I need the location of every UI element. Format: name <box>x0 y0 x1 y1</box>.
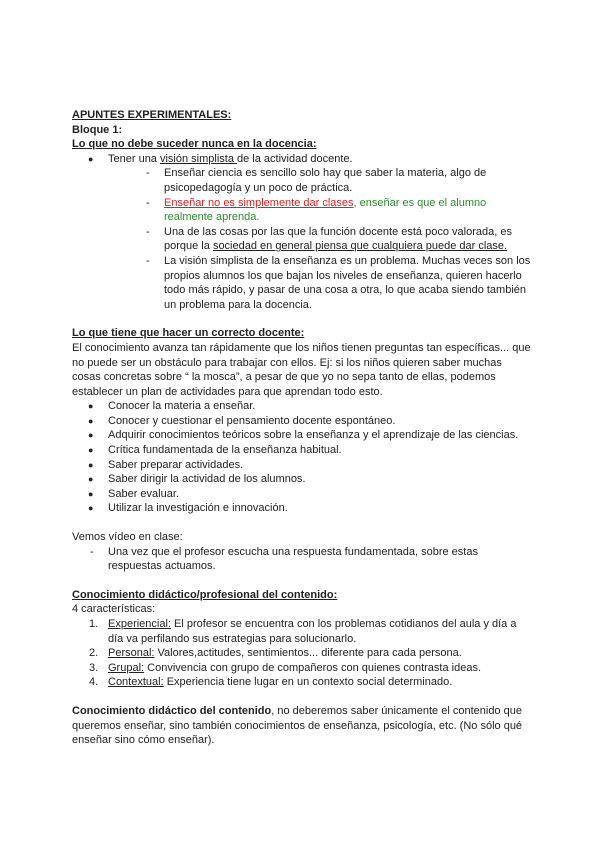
sub-list <box>108 166 532 312</box>
section-heading-1: Lo que no debe suceder nunca en la docencia: <box>72 138 317 151</box>
item-term: Grupal: <box>108 661 145 674</box>
section-1-list <box>72 152 532 313</box>
item-term: Experiencial: <box>108 618 171 630</box>
section-heading-2: Lo que tiene que hacer un correcto docente: <box>72 327 305 340</box>
characteristics-intro: 4 características: <box>72 603 156 616</box>
sub-item: - Una vez que el profesor escucha una respuesta fundamentada, sobre estas respuestas actuamos. <box>72 545 532 574</box>
item-text: Experiencia tiene lugar en un contexto social determinado. <box>163 676 453 689</box>
item-text: Convivencia con grupo de compañeros con quienes contrasta ideas. <box>144 661 482 674</box>
bullet-text-end: de la actividad docente. <box>237 152 353 165</box>
sub-item <box>144 196 532 225</box>
closing-paragraph <box>72 704 532 748</box>
section-2-paragraph: El conocimiento avanza tan rápidamente que los niños tienen preguntas tan específicas... que no puede ser un obstáculo para trabajar con ellos. Ej: si los niños quieren saber muchas cosas concretas sobre “ la mosca”, a pesar de que yo no sepa tanto de ellas, podemos establecer un plan de actividades para que aprendan todo esto. <box>72 341 531 398</box>
item-number: 1. <box>89 618 99 630</box>
sub-item-text: Enseñar ciencia es sencillo solo hay que saber la materia, algo de psicopedagogía y un poco de práctica. <box>164 167 487 194</box>
item-term: Contextual: <box>108 676 164 689</box>
item-number: 4. <box>89 676 99 689</box>
sub-item <box>144 166 532 195</box>
numbered-item <box>72 675 532 690</box>
document-title: APUNTES EXPERIMENTALES: <box>72 109 232 121</box>
closing-bold: Conocimiento didáctico del contenido <box>72 704 272 717</box>
green-text: , enseñar es que el alumno realmente aprenda. <box>164 196 487 224</box>
list-item: ● Crítica fundamentada de la enseñanza habitual. <box>72 443 532 458</box>
bullet-text: Tener una <box>108 152 160 165</box>
video-intro: Vemos vídeo en clase: <box>72 531 183 544</box>
sub-item-text: Una de las cosas por las que la función docente está poco valorada, es porque la <box>164 225 512 253</box>
numbered-item <box>72 617 532 646</box>
bullet-underlined: visión simplista <box>159 152 238 165</box>
sub-item <box>144 254 532 312</box>
item-number: 3. <box>89 661 99 674</box>
list-item: ● Saber evaluar. <box>72 487 532 502</box>
numbered-item <box>72 661 532 676</box>
item-term: Personal: <box>108 647 155 660</box>
section-2-list <box>72 399 532 516</box>
list-item <box>72 152 532 313</box>
list-item: ● Saber dirigir la actividad de los alumnos. <box>72 472 532 487</box>
item-number: 2. <box>89 647 99 660</box>
section-heading-4: Conocimiento didáctico/profesional del contenido: <box>72 588 338 601</box>
block-label: Bloque 1: <box>72 123 123 136</box>
document-page <box>72 108 532 748</box>
list-item: ● Utilizar la investigación e innovación. <box>72 501 532 516</box>
underlined-text: sociedad en general piensa que cualquiera puede dar clase. <box>212 240 508 253</box>
sub-item <box>144 225 532 254</box>
list-item: ● Conocer y cuestionar el pensamiento docente espontáneo. <box>72 414 532 429</box>
red-text: Enseñar no es simplemente dar clases <box>164 196 354 209</box>
item-text: El profesor se encuentra con los problemas cotidianos del aula y día a día va perfilando sus estrategias para solucionarlo. <box>108 618 517 645</box>
closing-text: , no deberemos saber únicamente el contenido que queremos enseñar, sino también conocimientos de enseñanza, psicología, etc. (No sólo qué enseñar sino cómo enseñar). <box>72 704 523 747</box>
list-item: ● Adquirir conocimientos teóricos sobre la enseñanza y el aprendizaje de las ciencias. <box>72 428 532 443</box>
list-item: ● Saber preparar actividades. <box>72 458 532 473</box>
characteristics-list <box>72 617 532 690</box>
list-item: ● Conocer la materia a enseñar. <box>72 399 532 414</box>
sub-item-text: La visión simplista de la enseñanza es un problema. Muchas veces son los propios alumnos los que bajan los niveles de enseñanza, quieren hacerlo todo más rápido, y pasar de una cosa a otra, lo que acaba siendo también un problema para la docencia. <box>164 254 531 311</box>
video-list <box>72 545 532 574</box>
item-text: Valores,actitudes, sentimientos... diferente para cada persona. <box>154 647 462 660</box>
numbered-item <box>72 646 532 661</box>
